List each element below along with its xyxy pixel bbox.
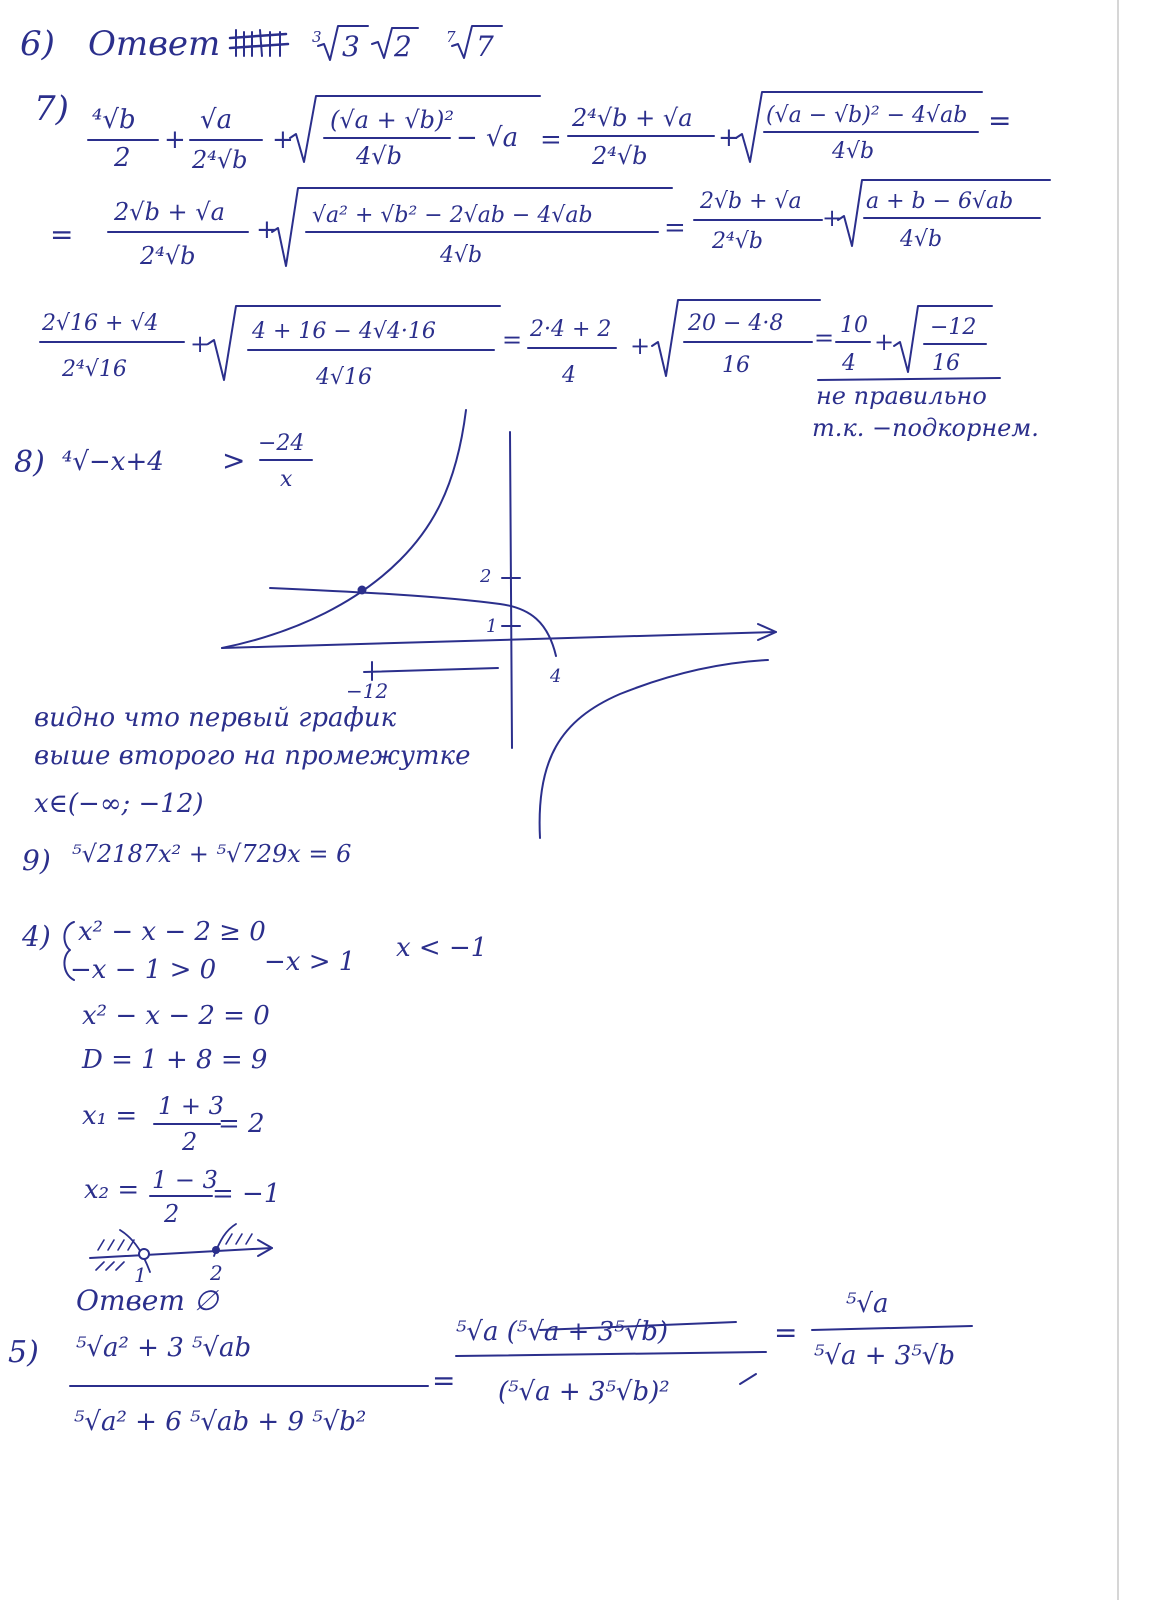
root-1-value: = 2	[218, 1109, 265, 1139]
number-line-label-right: 2	[210, 1261, 223, 1285]
fraction-denominator: ⁵√a + 3⁵√b	[814, 1341, 955, 1371]
fraction-denominator: ⁵√a² + 6 ⁵√ab + 9 ⁵√b²	[74, 1407, 367, 1437]
fraction-denominator: 2⁴√b	[712, 229, 763, 254]
conclusion-line-2: выше второго на промежутке	[34, 741, 471, 771]
fraction-numerator: 2√16 + √4	[42, 311, 159, 336]
radicand-denominator: 4√16	[316, 365, 373, 390]
problem-9	[22, 840, 351, 877]
problem-4-number: 4)	[22, 920, 51, 953]
equals-sign: =	[988, 104, 1012, 137]
problem-7-line-1	[88, 92, 1011, 174]
problem-8	[14, 410, 776, 838]
radicand-1: 3	[342, 30, 360, 63]
answer-word: Ответ	[88, 24, 221, 64]
plus-sign: +	[874, 328, 895, 356]
number-line-label-left: 1	[134, 1263, 147, 1287]
fraction-numerator: ⁵√a	[846, 1289, 889, 1319]
root-1-numerator: 1 + 3	[158, 1092, 224, 1120]
root-index-1: 3	[312, 28, 322, 46]
fraction-numerator: ⁵√a² + 3 ⁵√ab	[76, 1333, 252, 1363]
root-1-label: x₁ =	[82, 1101, 138, 1131]
root-1-denominator: 2	[182, 1128, 198, 1156]
problem-9-equation: ⁵√2187x² + ⁵√729x = 6	[72, 840, 352, 868]
discriminant: D = 1 + 8 = 9	[82, 1045, 268, 1075]
root-2-value: = −1	[212, 1179, 281, 1209]
problem-8-answer: x∈(−∞; −12)	[34, 789, 204, 819]
equals-sign: =	[50, 218, 74, 251]
quadratic-equation: x² − x − 2 = 0	[82, 1001, 270, 1031]
problem-7	[34, 89, 1050, 442]
inequality-lhs: ⁴√−x+4	[62, 447, 164, 477]
fraction-numerator: ⁴√b	[92, 105, 136, 135]
problem-5-number: 5)	[8, 1335, 39, 1370]
number-line	[90, 1224, 272, 1287]
equals-sign: =	[502, 326, 523, 354]
fraction-numerator: 2√b + √a	[700, 189, 802, 214]
rhs-denominator: x	[280, 467, 293, 492]
hyperbola-right-branch	[540, 660, 768, 838]
fraction-bar	[812, 1326, 972, 1330]
root-2-denominator: 2	[164, 1200, 180, 1228]
plus-sign: +	[272, 125, 294, 155]
equals-sign: =	[664, 213, 686, 243]
x-axis	[222, 632, 776, 648]
side-inequality-2: x < −1	[396, 933, 488, 963]
correction-note-1: не правильно	[816, 382, 987, 410]
radicand-numerator: 20 − 4·8	[688, 311, 784, 336]
intersection-point	[358, 586, 367, 595]
problem-6-number: 6)	[20, 24, 55, 64]
fraction-denominator: 2	[114, 143, 131, 173]
tick-label-2: 2	[480, 566, 492, 587]
auxiliary-line	[364, 668, 498, 672]
plus-sign: +	[256, 215, 278, 245]
problem-8-number: 8)	[14, 445, 45, 480]
radicand-denominator: 16	[722, 353, 750, 378]
correction-note-2: т.к. −подкорнем.	[812, 414, 1039, 442]
cancel-strike-exponent	[740, 1374, 756, 1384]
radicand-denominator: 4√b	[832, 139, 875, 164]
problem-6	[20, 24, 502, 64]
radicand-denominator: 4√b	[900, 227, 943, 252]
equals-sign: =	[814, 324, 835, 352]
number-line-axis	[90, 1248, 272, 1258]
y-axis	[510, 432, 512, 748]
fraction-denominator: 4	[562, 363, 576, 388]
plus-sign: +	[718, 123, 740, 153]
equals-sign: =	[774, 1316, 798, 1349]
fraction-bar	[456, 1352, 766, 1356]
problem-4	[21, 917, 487, 1317]
sketch-graph	[222, 410, 776, 838]
tick-label-minus-12: −12	[346, 679, 389, 703]
radicand-numerator: (√a − √b)² − 4√ab	[766, 103, 968, 128]
radicand-numerator: 4 + 16 − 4√4·16	[252, 319, 436, 344]
problem-7-number: 7)	[34, 89, 69, 129]
problem-4-answer: Ответ ∅	[76, 1284, 219, 1317]
problem-9-number: 9)	[22, 844, 51, 877]
fraction-numerator: 2√b + √a	[114, 198, 225, 226]
problem-7-line-2	[50, 180, 1050, 270]
radicand-tail: − √a	[456, 123, 519, 153]
open-point-minus-1	[139, 1249, 149, 1259]
fraction-denominator: (⁵√a + 3⁵√b)²	[498, 1377, 670, 1407]
radicand-numerator: a + b − 6√ab	[866, 189, 1014, 214]
system-line-1: x² − x − 2 ≥ 0	[78, 917, 266, 947]
hatching-right	[226, 1234, 252, 1244]
tick-label-1: 1	[486, 616, 498, 637]
radicand-denominator: 4√b	[356, 142, 402, 170]
closed-point-2	[212, 1246, 220, 1254]
plus-sign: +	[822, 204, 843, 232]
equals-sign: =	[432, 1364, 456, 1397]
crossed-out-scribble	[230, 30, 288, 56]
plus-sign: +	[630, 332, 651, 360]
equals-sign: =	[540, 125, 562, 155]
plus-sign: +	[190, 330, 211, 358]
fraction-denominator: 2⁴√b	[140, 242, 196, 270]
rhs-numerator: −24	[258, 431, 305, 456]
side-inequality-1: −x > 1	[264, 947, 356, 977]
fraction-numerator: √a	[200, 105, 233, 135]
root-2-label: x₂ =	[84, 1175, 140, 1205]
fraction-numerator: 2·4 + 2	[530, 317, 612, 342]
inequality-relation: >	[222, 444, 246, 477]
radicand-3: 7	[476, 30, 494, 63]
fraction-numerator: ⁵√a (⁵√a + 3⁵√b)	[456, 1317, 669, 1347]
root-2-numerator: 1 − 3	[152, 1166, 218, 1194]
root-index-3: 7	[446, 28, 456, 46]
radicand-numerator: √a² + √b² − 2√ab − 4√ab	[312, 203, 593, 228]
conclusion-line-1: видно что первый график	[34, 703, 397, 733]
plus-sign: +	[164, 125, 186, 155]
fraction-numerator: 2⁴√b + √a	[572, 104, 693, 132]
fraction-denominator: 2⁴√b	[592, 142, 648, 170]
fraction-denominator: 4	[842, 351, 856, 376]
fraction-denominator: 2⁴√b	[192, 146, 248, 174]
radicand-2: 2	[394, 30, 412, 63]
fraction-numerator: 10	[840, 313, 868, 338]
radicand-numerator: −12	[930, 315, 977, 340]
problem-7-line-3	[40, 300, 1039, 442]
tick-label-4: 4	[550, 666, 562, 687]
radicand-numerator: (√a + √b)²	[330, 106, 454, 134]
system-line-2: −x − 1 > 0	[70, 955, 217, 985]
radicand-denominator: 4√b	[440, 243, 483, 268]
underline	[818, 378, 1000, 380]
fraction-denominator: 2⁴√16	[62, 357, 127, 382]
radicand-denominator: 16	[932, 351, 960, 376]
